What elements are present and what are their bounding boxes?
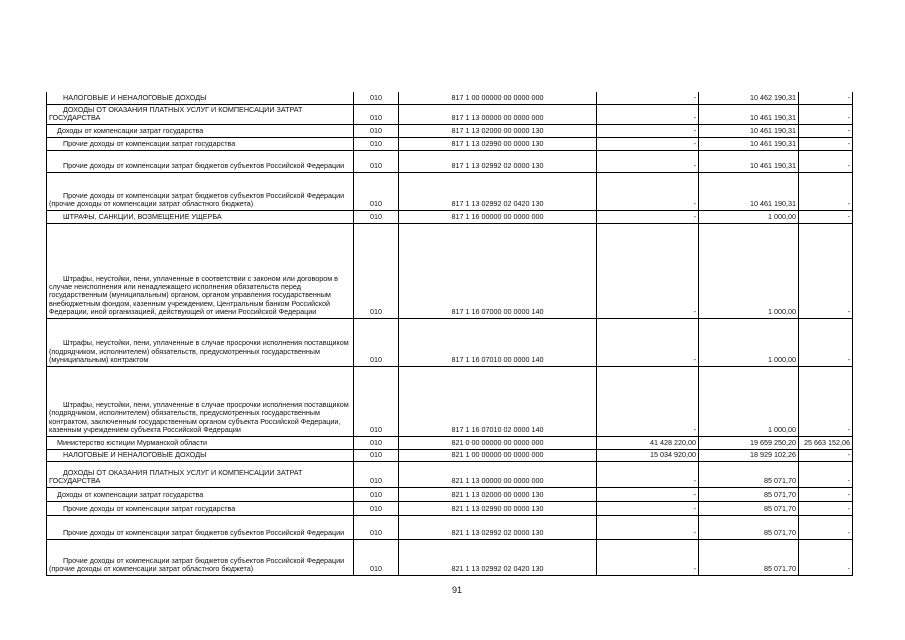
row-executed-cell: 1 000,00	[699, 223, 799, 318]
row-name-cell: Прочие доходы от компенсации затрат бюджетов субъектов Российской Федерации (прочие доходы от компенсации затрат областного бюджета)	[47, 539, 354, 575]
row-executed-cell: 1 000,00	[699, 210, 799, 223]
row-unexecuted-cell: -	[799, 92, 853, 104]
row-code-cell: 010	[354, 137, 399, 150]
row-executed-cell: 10 461 190,31	[699, 104, 799, 124]
row-kbk-cell: 817 1 16 07010 02 0000 140	[399, 366, 597, 436]
row-executed-cell: 85 071,70	[699, 539, 799, 575]
row-approved-cell: -	[597, 150, 699, 172]
row-approved-cell: 15 034 920,00	[597, 449, 699, 461]
row-approved-cell: -	[597, 210, 699, 223]
row-unexecuted-cell: -	[799, 461, 853, 487]
row-unexecuted-cell: -	[799, 366, 853, 436]
row-code-cell: 010	[354, 515, 399, 539]
row-executed-cell: 10 462 190,31	[699, 92, 799, 104]
row-name-cell: Прочие доходы от компенсации затрат государства	[47, 501, 354, 515]
row-kbk-cell: 821 1 13 02000 00 0000 130	[399, 487, 597, 501]
row-name-cell: Доходы от компенсации затрат государства	[47, 124, 354, 137]
row-unexecuted-cell: -	[799, 515, 853, 539]
row-executed-cell: 1 000,00	[699, 366, 799, 436]
row-unexecuted-cell: -	[799, 318, 853, 366]
row-approved-cell: -	[597, 92, 699, 104]
row-name-cell: Прочие доходы от компенсации затрат государства	[47, 137, 354, 150]
row-kbk-cell: 821 1 13 02992 02 0420 130	[399, 539, 597, 575]
row-unexecuted-cell: -	[799, 223, 853, 318]
row-approved-cell: -	[597, 172, 699, 210]
row-name-cell: Прочие доходы от компенсации затрат бюджетов субъектов Российской Федерации	[47, 150, 354, 172]
row-kbk-cell: 821 1 13 00000 00 0000 000	[399, 461, 597, 487]
row-unexecuted-cell: -	[799, 539, 853, 575]
row-executed-cell: 10 461 190,31	[699, 124, 799, 137]
row-code-cell: 010	[354, 223, 399, 318]
row-kbk-cell: 817 1 16 00000 00 0000 000	[399, 210, 597, 223]
table-row	[47, 501, 853, 515]
row-approved-cell: -	[597, 318, 699, 366]
table-row	[47, 223, 853, 318]
row-code-cell: 010	[354, 172, 399, 210]
row-executed-cell: 85 071,70	[699, 515, 799, 539]
row-approved-cell: -	[597, 223, 699, 318]
row-executed-cell: 10 461 190,31	[699, 137, 799, 150]
table-row	[47, 487, 853, 501]
row-code-cell: 010	[354, 104, 399, 124]
row-kbk-cell: 821 1 00 00000 00 0000 000	[399, 449, 597, 461]
table-row	[47, 436, 853, 449]
table-row	[47, 539, 853, 575]
row-kbk-cell: 817 1 16 07010 00 0000 140	[399, 318, 597, 366]
row-approved-cell: -	[597, 487, 699, 501]
row-code-cell: 010	[354, 501, 399, 515]
row-kbk-cell: 817 1 13 02000 00 0000 130	[399, 124, 597, 137]
row-code-cell: 010	[354, 210, 399, 223]
row-name-cell: Прочие доходы от компенсации затрат бюджетов субъектов Российской Федерации	[47, 515, 354, 539]
row-name-cell: Министерство юстиции Мурманской области	[47, 436, 354, 449]
row-name-cell: Штрафы, неустойки, пени, уплаченные в соответствии с законом или договором в случае неисполнения или ненадлежащего исполнения обязательств перед государственным (муниципальным) органом, органом управления государственным внебюджетным фондом, казенным учреждением, Центральным банком Российской Федерации, иной организацией, действующей от имени Российской Федерации	[47, 223, 354, 318]
row-name-cell: НАЛОГОВЫЕ И НЕНАЛОГОВЫЕ ДОХОДЫ	[47, 92, 354, 104]
row-unexecuted-cell: -	[799, 487, 853, 501]
row-approved-cell: -	[597, 124, 699, 137]
row-code-cell: 010	[354, 539, 399, 575]
row-unexecuted-cell: -	[799, 501, 853, 515]
row-kbk-cell: 821 0 00 00000 00 0000 000	[399, 436, 597, 449]
row-kbk-cell: 817 1 13 00000 00 0000 000	[399, 104, 597, 124]
row-executed-cell: 19 659 250,20	[699, 436, 799, 449]
row-unexecuted-cell: -	[799, 210, 853, 223]
row-executed-cell: 1 000,00	[699, 318, 799, 366]
row-code-cell: 010	[354, 449, 399, 461]
row-executed-cell: 85 071,70	[699, 487, 799, 501]
table-row	[47, 124, 853, 137]
table-row	[47, 92, 853, 104]
row-kbk-cell: 821 1 13 02992 02 0000 130	[399, 515, 597, 539]
table-row	[47, 150, 853, 172]
table-row	[47, 137, 853, 150]
row-code-cell: 010	[354, 436, 399, 449]
table-row	[47, 210, 853, 223]
row-unexecuted-cell: -	[799, 137, 853, 150]
row-name-cell: Штрафы, неустойки, пени, уплаченные в случае просрочки исполнения поставщиком (подрядчиком, исполнителем) обязательств, предусмотренных государственным (муниципальным) контрактом	[47, 318, 354, 366]
row-executed-cell: 85 071,70	[699, 501, 799, 515]
row-approved-cell: -	[597, 104, 699, 124]
row-name-cell: Прочие доходы от компенсации затрат бюджетов субъектов Российской Федерации (прочие доходы от компенсации затрат областного бюджета)	[47, 172, 354, 210]
row-unexecuted-cell: -	[799, 150, 853, 172]
table-row	[47, 461, 853, 487]
row-unexecuted-cell: -	[799, 172, 853, 210]
row-unexecuted-cell: -	[799, 449, 853, 461]
row-name-cell: НАЛОГОВЫЕ И НЕНАЛОГОВЫЕ ДОХОДЫ	[47, 449, 354, 461]
page-number: 91	[452, 585, 463, 595]
row-kbk-cell: 817 1 13 02992 02 0420 130	[399, 172, 597, 210]
row-name-cell: Доходы от компенсации затрат государства	[47, 487, 354, 501]
row-unexecuted-cell: 25 663 152,06	[799, 436, 853, 449]
row-approved-cell: -	[597, 366, 699, 436]
row-kbk-cell: 817 1 13 02990 00 0000 130	[399, 137, 597, 150]
table-row	[47, 318, 853, 366]
row-name-cell: ДОХОДЫ ОТ ОКАЗАНИЯ ПЛАТНЫХ УСЛУГ И КОМПЕНСАЦИИ ЗАТРАТ ГОСУДАРСТВА	[47, 104, 354, 124]
row-code-cell: 010	[354, 124, 399, 137]
row-name-cell: ШТРАФЫ, САНКЦИИ, ВОЗМЕЩЕНИЕ УЩЕРБА	[47, 210, 354, 223]
row-code-cell: 010	[354, 92, 399, 104]
row-executed-cell: 10 461 190,31	[699, 172, 799, 210]
table-row	[47, 449, 853, 461]
row-code-cell: 010	[354, 318, 399, 366]
row-code-cell: 010	[354, 461, 399, 487]
row-unexecuted-cell: -	[799, 104, 853, 124]
row-executed-cell: 10 461 190,31	[699, 150, 799, 172]
table-row	[47, 366, 853, 436]
row-approved-cell: -	[597, 539, 699, 575]
row-executed-cell: 85 071,70	[699, 461, 799, 487]
row-approved-cell: 41 428 220,00	[597, 436, 699, 449]
row-code-cell: 010	[354, 366, 399, 436]
row-approved-cell: -	[597, 137, 699, 150]
row-code-cell: 010	[354, 150, 399, 172]
row-executed-cell: 18 929 102,26	[699, 449, 799, 461]
row-name-cell: Штрафы, неустойки, пени, уплаченные в случае просрочки исполнения поставщиком (подрядчиком, исполнителем) обязательств, предусмотренных государственным контрактом, заключенным государственным органом субъекта Российской Федерации, казенным учреждением субъекта Российской Федерации	[47, 366, 354, 436]
row-approved-cell: -	[597, 461, 699, 487]
row-kbk-cell: 821 1 13 02990 00 0000 130	[399, 501, 597, 515]
revenue-report-table	[46, 92, 853, 576]
row-code-cell: 010	[354, 487, 399, 501]
table-row	[47, 515, 853, 539]
row-name-cell: ДОХОДЫ ОТ ОКАЗАНИЯ ПЛАТНЫХ УСЛУГ И КОМПЕНСАЦИИ ЗАТРАТ ГОСУДАРСТВА	[47, 461, 354, 487]
table-row	[47, 172, 853, 210]
row-kbk-cell: 817 1 13 02992 02 0000 130	[399, 150, 597, 172]
row-approved-cell: -	[597, 515, 699, 539]
row-unexecuted-cell: -	[799, 124, 853, 137]
row-kbk-cell: 817 1 00 00000 00 0000 000	[399, 92, 597, 104]
row-approved-cell: -	[597, 501, 699, 515]
row-kbk-cell: 817 1 16 07000 00 0000 140	[399, 223, 597, 318]
table-row	[47, 104, 853, 124]
